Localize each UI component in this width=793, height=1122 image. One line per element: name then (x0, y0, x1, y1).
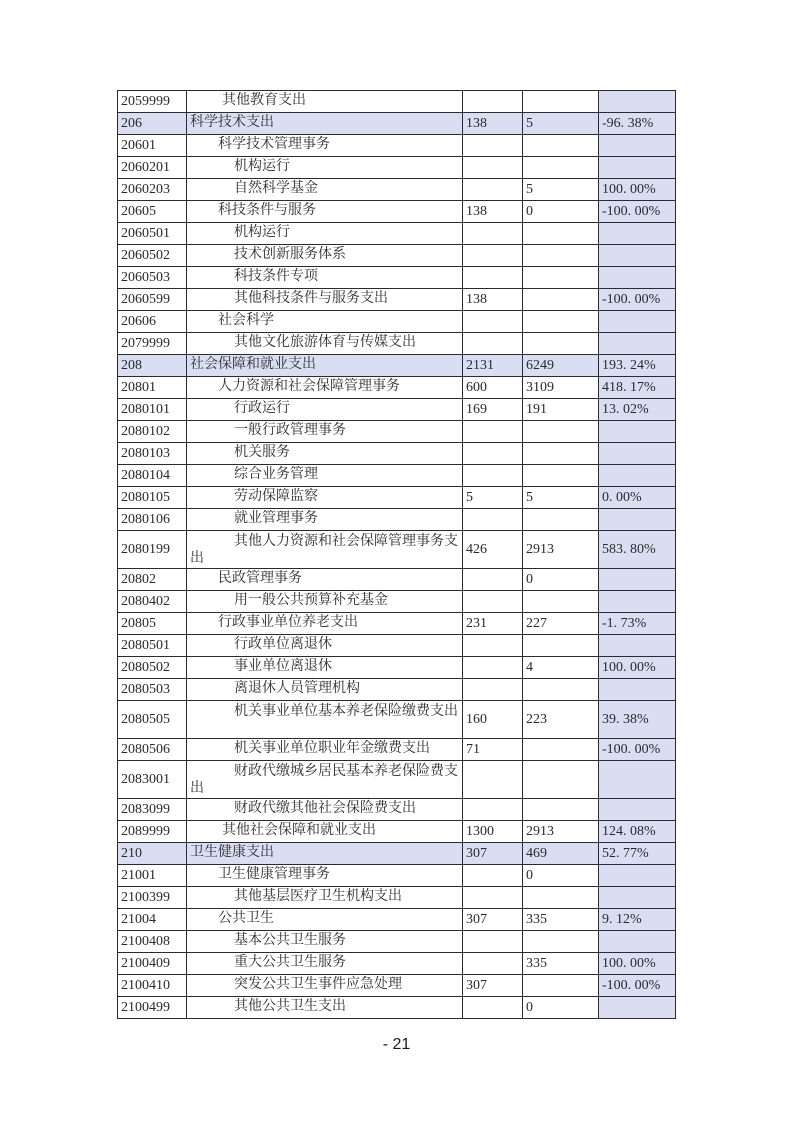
row-change-percent (599, 591, 676, 613)
row-change-percent (599, 799, 676, 821)
row-code: 210 (118, 843, 187, 865)
row-value-current: 191 (523, 399, 599, 421)
row-change-percent (599, 865, 676, 887)
row-change-percent (599, 267, 676, 289)
table-row (118, 399, 676, 421)
row-change-percent: -1. 73% (599, 613, 676, 635)
row-code: 20606 (118, 311, 187, 333)
table-row (118, 953, 676, 975)
row-code: 2060502 (118, 245, 187, 267)
row-code: 20802 (118, 569, 187, 591)
table-row (118, 245, 676, 267)
row-change-percent (599, 997, 676, 1019)
row-code: 2079999 (118, 333, 187, 355)
row-code: 2080106 (118, 509, 187, 531)
row-value-prior: 169 (463, 399, 523, 421)
table-row (118, 465, 676, 487)
table-row (118, 761, 676, 799)
row-change-percent: 583. 80% (599, 531, 676, 569)
row-category-name: 其他科技条件与服务支出 (187, 289, 463, 311)
table-row (118, 333, 676, 355)
table-row (118, 701, 676, 739)
row-value-prior: 600 (463, 377, 523, 399)
page-number: - 21 (382, 1036, 411, 1053)
row-value-prior (463, 245, 523, 267)
table-row (118, 113, 676, 135)
row-value-prior (463, 465, 523, 487)
row-value-current (523, 421, 599, 443)
table-row (118, 887, 676, 909)
row-change-percent: 100. 00% (599, 657, 676, 679)
row-code: 2060599 (118, 289, 187, 311)
row-category-name: 事业单位离退休 (187, 657, 463, 679)
row-category-name: 就业管理事务 (187, 509, 463, 531)
row-change-percent: -100. 00% (599, 975, 676, 997)
table-row (118, 179, 676, 201)
row-value-prior: 5 (463, 487, 523, 509)
row-code: 20605 (118, 201, 187, 223)
row-change-percent (599, 333, 676, 355)
row-category-name: 财政代缴其他社会保险费支出 (187, 799, 463, 821)
row-category-name: 其他人力资源和社会保障管理事务支出 (187, 531, 463, 569)
table-row (118, 821, 676, 843)
row-category-name: 社会保障和就业支出 (187, 355, 463, 377)
row-change-percent (599, 135, 676, 157)
row-value-prior: 426 (463, 531, 523, 569)
row-value-current (523, 761, 599, 799)
row-change-percent (599, 569, 676, 591)
row-value-prior (463, 657, 523, 679)
row-change-percent: -100. 00% (599, 739, 676, 761)
row-change-percent (599, 635, 676, 657)
row-value-current: 0 (523, 997, 599, 1019)
row-value-current (523, 887, 599, 909)
table-row (118, 843, 676, 865)
row-code: 2083001 (118, 761, 187, 799)
row-code: 20801 (118, 377, 187, 399)
row-value-current (523, 931, 599, 953)
table-row (118, 997, 676, 1019)
row-value-current (523, 509, 599, 531)
row-code: 2060203 (118, 179, 187, 201)
row-change-percent: 418. 17% (599, 377, 676, 399)
table-row (118, 975, 676, 997)
row-code: 2080503 (118, 679, 187, 701)
row-value-current: 0 (523, 865, 599, 887)
row-category-name: 机构运行 (187, 157, 463, 179)
row-code: 2100399 (118, 887, 187, 909)
row-value-prior: 138 (463, 289, 523, 311)
row-category-name: 重大公共卫生服务 (187, 953, 463, 975)
row-code: 2089999 (118, 821, 187, 843)
row-value-prior (463, 931, 523, 953)
row-category-name: 公共卫生 (187, 909, 463, 931)
row-value-prior (463, 569, 523, 591)
table-row (118, 355, 676, 377)
row-code: 2100408 (118, 931, 187, 953)
row-value-current: 2913 (523, 531, 599, 569)
table-row (118, 201, 676, 223)
row-change-percent: 0. 00% (599, 487, 676, 509)
row-category-name: 机关事业单位职业年金缴费支出 (187, 739, 463, 761)
row-change-percent: 100. 00% (599, 953, 676, 975)
row-value-prior (463, 865, 523, 887)
row-value-current: 5 (523, 113, 599, 135)
row-category-name: 人力资源和社会保障管理事务 (187, 377, 463, 399)
row-category-name: 机构运行 (187, 223, 463, 245)
row-category-name: 机关事业单位基本养老保险缴费支出 (187, 701, 463, 739)
row-value-current: 223 (523, 701, 599, 739)
row-value-current (523, 679, 599, 701)
row-value-prior (463, 997, 523, 1019)
row-change-percent (599, 465, 676, 487)
row-code: 2060201 (118, 157, 187, 179)
row-value-prior (463, 953, 523, 975)
row-value-current (523, 135, 599, 157)
row-code: 2080502 (118, 657, 187, 679)
row-value-prior (463, 509, 523, 531)
row-code: 2080101 (118, 399, 187, 421)
row-change-percent: 39. 38% (599, 701, 676, 739)
budget-table (117, 90, 676, 1019)
row-change-percent: 9. 12% (599, 909, 676, 931)
row-value-current: 5 (523, 179, 599, 201)
row-code: 2080104 (118, 465, 187, 487)
row-category-name: 科学技术管理事务 (187, 135, 463, 157)
row-change-percent (599, 761, 676, 799)
row-value-prior: 2131 (463, 355, 523, 377)
row-category-name: 基本公共卫生服务 (187, 931, 463, 953)
row-change-percent (599, 509, 676, 531)
row-code: 2080105 (118, 487, 187, 509)
row-code: 2080506 (118, 739, 187, 761)
row-category-name: 行政单位离退休 (187, 635, 463, 657)
table-row (118, 135, 676, 157)
row-code: 2100409 (118, 953, 187, 975)
table-row (118, 613, 676, 635)
row-category-name: 其他文化旅游体育与传媒支出 (187, 333, 463, 355)
row-category-name: 民政管理事务 (187, 569, 463, 591)
row-category-name: 突发公共卫生事件应急处理 (187, 975, 463, 997)
row-change-percent (599, 443, 676, 465)
row-category-name: 其他教育支出 (187, 91, 463, 113)
row-value-prior: 160 (463, 701, 523, 739)
row-value-prior (463, 135, 523, 157)
row-value-current: 0 (523, 201, 599, 223)
row-value-current: 3109 (523, 377, 599, 399)
table-row (118, 311, 676, 333)
row-change-percent (599, 887, 676, 909)
table-row (118, 635, 676, 657)
row-value-current (523, 465, 599, 487)
row-code: 2080505 (118, 701, 187, 739)
row-value-prior (463, 421, 523, 443)
row-category-name: 离退休人员管理机构 (187, 679, 463, 701)
row-category-name: 技术创新服务体系 (187, 245, 463, 267)
row-value-current (523, 157, 599, 179)
row-value-prior (463, 443, 523, 465)
row-category-name: 一般行政管理事务 (187, 421, 463, 443)
row-code: 208 (118, 355, 187, 377)
row-value-prior: 307 (463, 843, 523, 865)
row-value-current (523, 267, 599, 289)
row-value-prior: 71 (463, 739, 523, 761)
row-value-prior: 138 (463, 201, 523, 223)
row-value-current: 4 (523, 657, 599, 679)
row-code: 21004 (118, 909, 187, 931)
row-change-percent: -96. 38% (599, 113, 676, 135)
row-category-name: 财政代缴城乡居民基本养老保险费支出 (187, 761, 463, 799)
row-value-current: 6249 (523, 355, 599, 377)
row-category-name: 卫生健康管理事务 (187, 865, 463, 887)
row-value-current: 335 (523, 909, 599, 931)
row-value-current: 0 (523, 569, 599, 591)
row-category-name: 卫生健康支出 (187, 843, 463, 865)
table-row (118, 531, 676, 569)
row-code: 2100410 (118, 975, 187, 997)
row-category-name: 其他社会保障和就业支出 (187, 821, 463, 843)
row-code: 206 (118, 113, 187, 135)
row-code: 2080402 (118, 591, 187, 613)
row-change-percent (599, 311, 676, 333)
row-change-percent: 100. 00% (599, 179, 676, 201)
row-category-name: 科技条件专项 (187, 267, 463, 289)
row-value-prior (463, 223, 523, 245)
row-code: 2080103 (118, 443, 187, 465)
row-value-prior (463, 91, 523, 113)
table-row (118, 931, 676, 953)
table-row (118, 267, 676, 289)
row-category-name: 行政事业单位养老支出 (187, 613, 463, 635)
row-category-name: 科学技术支出 (187, 113, 463, 135)
row-code: 2059999 (118, 91, 187, 113)
row-value-current: 5 (523, 487, 599, 509)
row-value-current (523, 289, 599, 311)
row-code: 2080102 (118, 421, 187, 443)
row-value-current: 227 (523, 613, 599, 635)
row-value-prior (463, 887, 523, 909)
row-code: 2060503 (118, 267, 187, 289)
row-value-current (523, 91, 599, 113)
row-category-name: 劳动保障监察 (187, 487, 463, 509)
row-value-current (523, 443, 599, 465)
row-value-prior (463, 179, 523, 201)
row-change-percent: 193. 24% (599, 355, 676, 377)
row-code: 20601 (118, 135, 187, 157)
row-value-prior (463, 679, 523, 701)
row-value-current: 2913 (523, 821, 599, 843)
row-change-percent (599, 931, 676, 953)
row-change-percent (599, 91, 676, 113)
row-change-percent: 13. 02% (599, 399, 676, 421)
row-value-prior: 307 (463, 909, 523, 931)
row-change-percent (599, 157, 676, 179)
table-row (118, 289, 676, 311)
row-value-prior (463, 157, 523, 179)
row-value-current (523, 311, 599, 333)
table-row (118, 509, 676, 531)
row-category-name: 其他公共卫生支出 (187, 997, 463, 1019)
row-category-name: 综合业务管理 (187, 465, 463, 487)
row-code: 2060501 (118, 223, 187, 245)
table-row (118, 679, 676, 701)
row-change-percent: 52. 77% (599, 843, 676, 865)
row-value-prior: 138 (463, 113, 523, 135)
row-value-current (523, 635, 599, 657)
table-row (118, 377, 676, 399)
table-row (118, 591, 676, 613)
row-value-prior: 307 (463, 975, 523, 997)
table-row (118, 223, 676, 245)
row-value-prior (463, 799, 523, 821)
row-change-percent (599, 679, 676, 701)
row-category-name: 其他基层医疗卫生机构支出 (187, 887, 463, 909)
table-row (118, 487, 676, 509)
row-value-current (523, 799, 599, 821)
table-row (118, 91, 676, 113)
row-value-current (523, 333, 599, 355)
row-category-name: 科技条件与服务 (187, 201, 463, 223)
row-value-prior (463, 311, 523, 333)
row-category-name: 行政运行 (187, 399, 463, 421)
row-code: 2100499 (118, 997, 187, 1019)
row-code: 2080501 (118, 635, 187, 657)
row-change-percent: -100. 00% (599, 289, 676, 311)
row-category-name: 自然科学基金 (187, 179, 463, 201)
row-value-current (523, 975, 599, 997)
row-value-current: 469 (523, 843, 599, 865)
row-change-percent: -100. 00% (599, 201, 676, 223)
table-row (118, 443, 676, 465)
row-value-prior (463, 267, 523, 289)
row-value-current: 335 (523, 953, 599, 975)
row-value-current (523, 223, 599, 245)
table-row (118, 569, 676, 591)
row-code: 21001 (118, 865, 187, 887)
table-row (118, 739, 676, 761)
row-category-name: 社会科学 (187, 311, 463, 333)
row-category-name: 用一般公共预算补充基金 (187, 591, 463, 613)
table-row (118, 865, 676, 887)
row-change-percent (599, 245, 676, 267)
row-change-percent (599, 223, 676, 245)
row-value-prior (463, 333, 523, 355)
row-code: 2080199 (118, 531, 187, 569)
row-value-prior (463, 591, 523, 613)
row-change-percent: 124. 08% (599, 821, 676, 843)
row-change-percent (599, 421, 676, 443)
table-row (118, 421, 676, 443)
row-value-current (523, 591, 599, 613)
row-value-prior: 1300 (463, 821, 523, 843)
table-row (118, 657, 676, 679)
row-category-name: 机关服务 (187, 443, 463, 465)
table-row (118, 799, 676, 821)
row-value-prior (463, 635, 523, 657)
row-value-prior: 231 (463, 613, 523, 635)
row-value-current (523, 739, 599, 761)
row-code: 2083099 (118, 799, 187, 821)
table-row (118, 909, 676, 931)
table-row (118, 157, 676, 179)
row-value-current (523, 245, 599, 267)
row-code: 20805 (118, 613, 187, 635)
row-value-prior (463, 761, 523, 799)
